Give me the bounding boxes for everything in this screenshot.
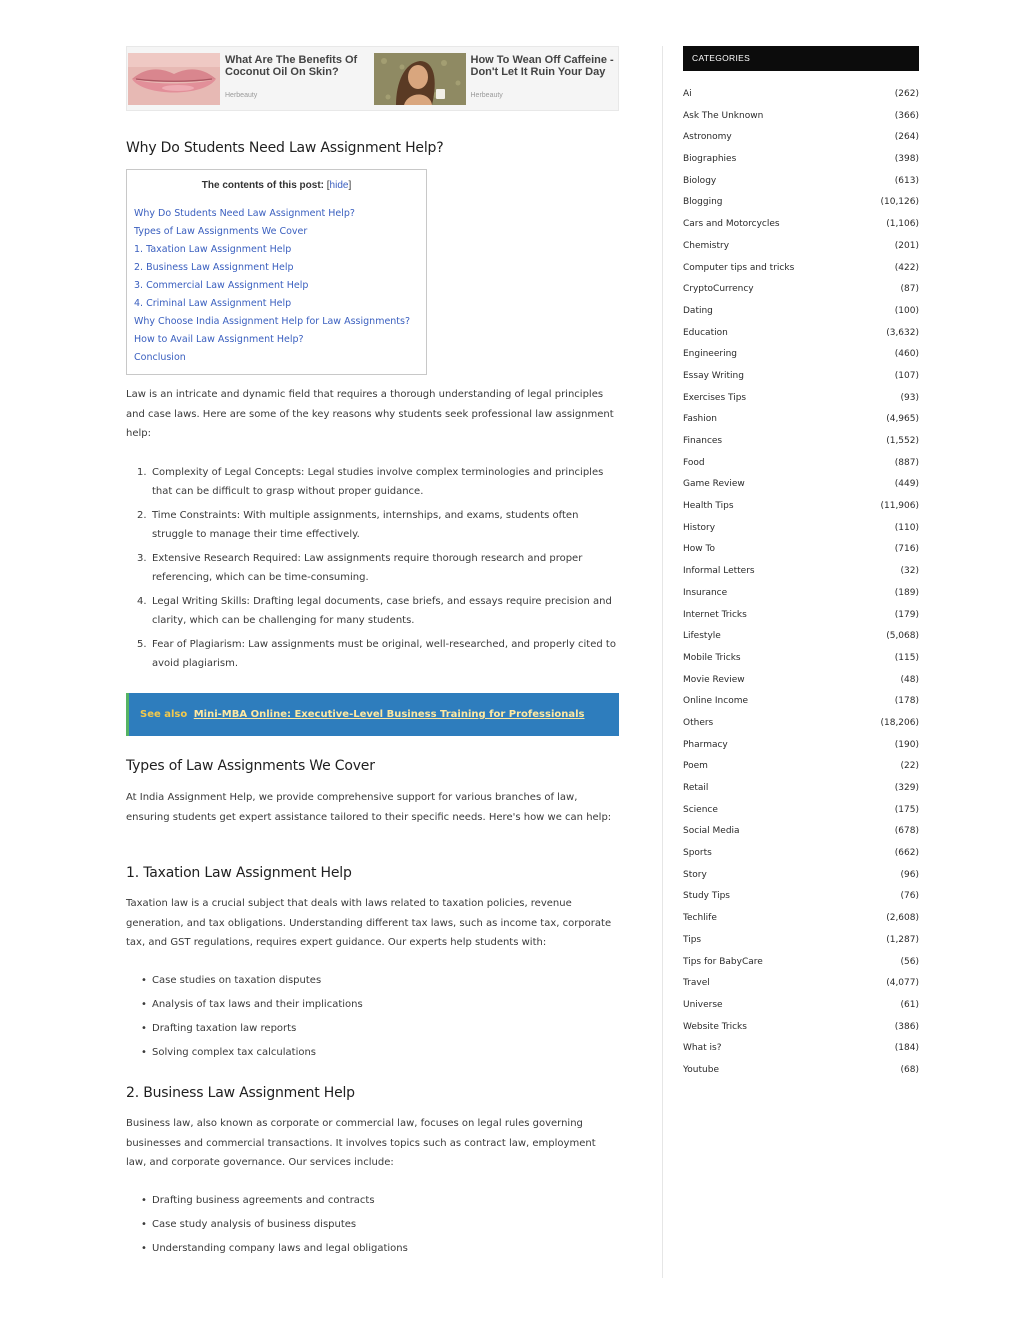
category-item[interactable] <box>683 759 919 781</box>
category-item[interactable] <box>683 824 919 846</box>
category-name[interactable]: Science <box>683 804 718 815</box>
category-count: (366) <box>894 110 919 121</box>
list-item: • Case study analysis of business disputes <box>126 1218 619 1232</box>
category-name[interactable]: Biographies <box>683 154 737 165</box>
list-item: • Understanding company laws and legal obligations <box>126 1242 619 1256</box>
category-item[interactable] <box>683 304 919 326</box>
category-item[interactable] <box>683 87 919 109</box>
category-count: (178) <box>894 696 919 707</box>
list-item <box>126 463 619 501</box>
intro-paragraph: Law is an intricate and dynamic field that requires a thorough understanding of legal principles and case laws. Here are some of the key reasons why students seek professional law assignment help: <box>126 389 614 439</box>
category-name[interactable]: Retail <box>683 783 709 793</box>
see-also-label: See also <box>140 709 188 720</box>
category-item[interactable] <box>683 239 919 261</box>
category-name[interactable]: Computer tips and tricks <box>683 262 795 273</box>
heading-business-law: 2. Business Law Assignment Help <box>126 1085 355 1101</box>
toc-header <box>127 180 426 191</box>
category-name[interactable]: Ai <box>683 89 692 99</box>
category-count: (10,126) <box>880 197 919 208</box>
types-intro-paragraph: At India Assignment Help, we provide comprehensive support for various branches of law, ensuring students get expert assistance tailored to their specific needs. Here's how we can help: <box>126 792 612 823</box>
list-number: 1. <box>137 467 147 478</box>
business-intro-paragraph: Business law, also known as corporate or commercial law, focuses on legal rules governing businesses and commercial transactions. It involves topics such as contract law, employment law, and corporate governance. Our services include: <box>126 1118 596 1168</box>
see-also-box <box>126 693 619 736</box>
category-name[interactable]: What is? <box>683 1043 722 1054</box>
category-count: (662) <box>894 848 919 859</box>
category-name[interactable]: Youtube <box>683 1064 719 1075</box>
category-count: (179) <box>894 609 919 620</box>
category-item[interactable] <box>683 521 919 543</box>
category-item[interactable] <box>683 347 919 369</box>
toc-link[interactable]: Conclusion <box>134 352 186 363</box>
category-name[interactable]: Cars and Motorcycles <box>683 219 780 230</box>
category-item[interactable] <box>683 152 919 174</box>
category-name[interactable]: Health Tips <box>683 501 734 512</box>
ad-image-lips[interactable] <box>128 53 220 105</box>
category-count: (1,287) <box>886 934 919 945</box>
category-name[interactable]: Fashion <box>683 414 717 425</box>
category-item[interactable] <box>683 738 919 760</box>
category-count: (264) <box>894 132 919 143</box>
category-item[interactable] <box>683 1020 919 1042</box>
category-name[interactable]: Biology <box>683 175 717 186</box>
category-count: (190) <box>894 739 919 750</box>
list-item: • Solving complex tax calculations <box>126 1046 619 1060</box>
category-count: (422) <box>894 262 919 273</box>
category-item[interactable] <box>683 369 919 391</box>
toc-hide-open: [ <box>323 180 330 191</box>
list-number: 5. <box>137 639 147 650</box>
category-count: (1,552) <box>886 436 919 446</box>
taxation-services-list <box>126 974 619 1070</box>
category-name[interactable]: Website Tricks <box>683 1021 747 1032</box>
category-name[interactable]: Ask The Unknown <box>683 110 764 121</box>
reasons-list <box>126 463 619 678</box>
category-name[interactable]: Engineering <box>683 349 737 360</box>
toc-title: The contents of this post: <box>201 180 324 191</box>
category-count: (68) <box>900 1064 919 1075</box>
category-count: (4,965) <box>886 414 919 425</box>
list-item-text: Complexity of Legal Concepts: Legal studies involve complex terminologies and principles that can be difficult to grasp without proper guidance. <box>152 467 604 497</box>
category-count: (329) <box>894 783 919 793</box>
category-item[interactable] <box>683 499 919 521</box>
category-item[interactable] <box>683 998 919 1020</box>
category-count: (4,077) <box>886 978 919 989</box>
category-count: (449) <box>894 479 919 490</box>
toc-link[interactable]: Types of Law Assignments We Cover <box>134 226 308 237</box>
category-count: (32) <box>900 566 919 577</box>
list-item: • Analysis of tax laws and their implications <box>126 998 619 1012</box>
ad-card[interactable] <box>127 47 373 110</box>
taxation-intro-paragraph: Taxation law is a crucial subject that deals with laws related to taxation policies, revenue generation, and tax obligations. Understanding different tax laws, such as income tax, corporate tax, and GST regulations, requires expert guidance. Our experts help students with: <box>126 898 612 948</box>
toc-link[interactable]: Why Choose India Assignment Help for Law Assignments? <box>134 316 411 327</box>
category-name[interactable]: Insurance <box>683 587 728 598</box>
list-number: 3. <box>137 553 147 564</box>
category-count: (76) <box>900 891 919 902</box>
category-item[interactable] <box>683 434 919 456</box>
category-count: (61) <box>900 999 919 1010</box>
list-item <box>126 506 619 544</box>
category-count: (175) <box>894 804 919 815</box>
list-item: • Drafting business agreements and contracts <box>126 1194 619 1208</box>
categories-list <box>683 87 919 1085</box>
category-item[interactable] <box>683 803 919 825</box>
category-item[interactable] <box>683 326 919 348</box>
category-item[interactable] <box>683 109 919 131</box>
category-item[interactable] <box>683 412 919 434</box>
category-count: (11,906) <box>880 501 919 512</box>
ad-title[interactable]: How To Wean Off Caffeine - Don't Let It Ruin Your Day <box>470 54 614 78</box>
category-count: (613) <box>894 175 919 186</box>
category-count: (716) <box>894 544 919 555</box>
category-count: (110) <box>894 522 919 533</box>
category-item[interactable] <box>683 716 919 738</box>
category-name[interactable]: Informal Letters <box>683 566 755 577</box>
category-count: (678) <box>894 826 919 837</box>
list-item: • Case studies on taxation disputes <box>126 974 619 988</box>
category-name[interactable]: Tips for BabyCare <box>683 956 763 967</box>
heading-types-of-law: Types of Law Assignments We Cover <box>126 758 375 774</box>
category-count: (262) <box>894 89 919 99</box>
category-name[interactable]: Chemistry <box>683 240 730 251</box>
category-name[interactable]: Techlife <box>683 913 717 924</box>
category-name[interactable]: Pharmacy <box>683 739 728 750</box>
category-item[interactable] <box>683 456 919 478</box>
category-item[interactable] <box>683 1063 919 1085</box>
category-name[interactable]: Food <box>683 457 705 468</box>
toc-list <box>134 207 410 369</box>
category-count: (3,632) <box>886 327 919 338</box>
category-item[interactable] <box>683 391 919 413</box>
category-count: (96) <box>900 869 919 880</box>
list-number: 2. <box>137 510 147 521</box>
category-item[interactable] <box>683 282 919 304</box>
list-item <box>126 592 619 630</box>
list-number: 4. <box>137 596 147 607</box>
category-item[interactable] <box>683 651 919 673</box>
category-name[interactable]: Study Tips <box>683 891 730 902</box>
ad-source: Herbeauty <box>470 92 503 99</box>
category-count: (189) <box>894 587 919 598</box>
list-item-text: Legal Writing Skills: Drafting legal documents, case briefs, and essays require precision and clarity, which can be challenging for many students. <box>152 596 612 626</box>
category-count: (93) <box>900 392 919 403</box>
toc-link[interactable]: 1. Taxation Law Assignment Help <box>134 244 292 255</box>
business-services-list <box>126 1194 619 1266</box>
category-count: (184) <box>894 1043 919 1054</box>
ad-strip <box>126 46 619 111</box>
ad-card[interactable] <box>373 47 619 110</box>
category-name[interactable]: Others <box>683 717 714 728</box>
category-item[interactable] <box>683 911 919 933</box>
category-count: (56) <box>900 956 919 967</box>
category-name[interactable]: CryptoCurrency <box>683 284 754 295</box>
category-item[interactable] <box>683 694 919 716</box>
category-count: (5,068) <box>886 631 919 642</box>
heading-why-students-need-help: Why Do Students Need Law Assignment Help? <box>126 140 444 156</box>
toc-link[interactable]: 3. Commercial Law Assignment Help <box>134 280 309 291</box>
category-item[interactable] <box>683 217 919 239</box>
category-name[interactable]: Dating <box>683 305 713 316</box>
category-item[interactable] <box>683 130 919 152</box>
category-name[interactable]: Mobile Tricks <box>683 652 741 663</box>
see-also-link[interactable]: Mini-MBA Online: Executive-Level Business Training for Professionals <box>193 709 585 720</box>
category-item[interactable] <box>683 261 919 283</box>
toc-link[interactable]: 4. Criminal Law Assignment Help <box>134 298 292 309</box>
category-name[interactable]: How To <box>683 544 715 555</box>
toc-link[interactable]: Why Do Students Need Law Assignment Help? <box>134 208 355 219</box>
category-name[interactable]: Story <box>683 869 707 880</box>
list-item <box>126 635 619 673</box>
category-count: (87) <box>900 284 919 295</box>
category-name[interactable]: Travel <box>683 978 710 989</box>
category-name[interactable]: Universe <box>683 999 723 1010</box>
ad-title[interactable]: What Are The Benefits Of Coconut Oil On Skin? <box>225 54 358 78</box>
category-count: (48) <box>900 674 919 685</box>
category-item[interactable] <box>683 174 919 196</box>
category-item[interactable] <box>683 976 919 998</box>
categories-title: CATEGORIES <box>683 46 919 71</box>
category-name[interactable]: Social Media <box>683 826 740 837</box>
category-name[interactable]: Lifestyle <box>683 631 721 642</box>
category-item[interactable] <box>683 542 919 564</box>
ad-source: Herbeauty <box>225 92 258 99</box>
list-item-text: Fear of Plagiarism: Law assignments must be original, well-researched, and properly cited to avoid plagiarism. <box>152 639 616 669</box>
category-count: (2,608) <box>886 913 919 924</box>
category-name[interactable]: Blogging <box>683 197 723 208</box>
category-count: (201) <box>894 240 919 251</box>
category-item[interactable] <box>683 586 919 608</box>
category-name[interactable]: Sports <box>683 848 712 859</box>
category-name[interactable]: Essay Writing <box>683 370 744 381</box>
category-name[interactable]: Finances <box>683 436 723 446</box>
category-count: (1,106) <box>886 219 919 230</box>
toc-hide-link[interactable]: hide <box>329 180 349 191</box>
category-name[interactable]: History <box>683 522 716 533</box>
category-item[interactable] <box>683 477 919 499</box>
category-name[interactable]: Online Income <box>683 696 749 707</box>
category-count: (386) <box>894 1021 919 1032</box>
category-name[interactable]: Tips <box>683 934 702 945</box>
list-item-text: Extensive Research Required: Law assignments require thorough research and proper referencing, which can be time-consuming. <box>152 553 583 583</box>
list-item <box>126 549 619 587</box>
category-name[interactable]: Internet Tricks <box>683 609 747 620</box>
category-name[interactable]: Movie Review <box>683 674 745 685</box>
category-item[interactable] <box>683 608 919 630</box>
category-item[interactable] <box>683 933 919 955</box>
category-count: (18,206) <box>880 717 919 728</box>
category-item[interactable] <box>683 955 919 977</box>
category-count: (398) <box>894 154 919 165</box>
category-name[interactable]: Exercises Tips <box>683 392 747 403</box>
category-count: (100) <box>894 305 919 316</box>
category-item[interactable] <box>683 889 919 911</box>
category-name[interactable]: Astronomy <box>683 132 732 143</box>
category-item[interactable] <box>683 195 919 217</box>
ad-image-woman-coffee[interactable] <box>374 53 466 105</box>
category-item[interactable] <box>683 673 919 695</box>
category-item[interactable] <box>683 781 919 803</box>
column-divider <box>662 46 663 1278</box>
heading-taxation-law: 1. Taxation Law Assignment Help <box>126 865 352 881</box>
toc-hide-close: ] <box>348 180 352 191</box>
category-count: (107) <box>894 370 919 381</box>
category-count: (887) <box>894 457 919 468</box>
category-item[interactable] <box>683 564 919 586</box>
category-count: (115) <box>894 652 919 663</box>
category-name[interactable]: Game Review <box>683 479 745 490</box>
category-item[interactable] <box>683 629 919 651</box>
article-main <box>126 46 619 1254</box>
category-item[interactable] <box>683 868 919 890</box>
category-count: (460) <box>894 349 919 360</box>
category-item[interactable] <box>683 1041 919 1063</box>
categories-sidebar <box>683 46 919 1075</box>
table-of-contents <box>126 169 427 375</box>
category-item[interactable] <box>683 846 919 868</box>
category-count: (22) <box>900 761 919 772</box>
category-name[interactable]: Education <box>683 327 728 338</box>
list-item-text: Time Constraints: With multiple assignments, internships, and exams, students often struggle to manage their time effectively. <box>152 510 579 540</box>
category-name[interactable]: Poem <box>683 761 708 772</box>
toc-link[interactable]: 2. Business Law Assignment Help <box>134 262 294 273</box>
toc-link[interactable]: How to Avail Law Assignment Help? <box>134 334 304 345</box>
list-item: • Drafting taxation law reports <box>126 1022 619 1036</box>
